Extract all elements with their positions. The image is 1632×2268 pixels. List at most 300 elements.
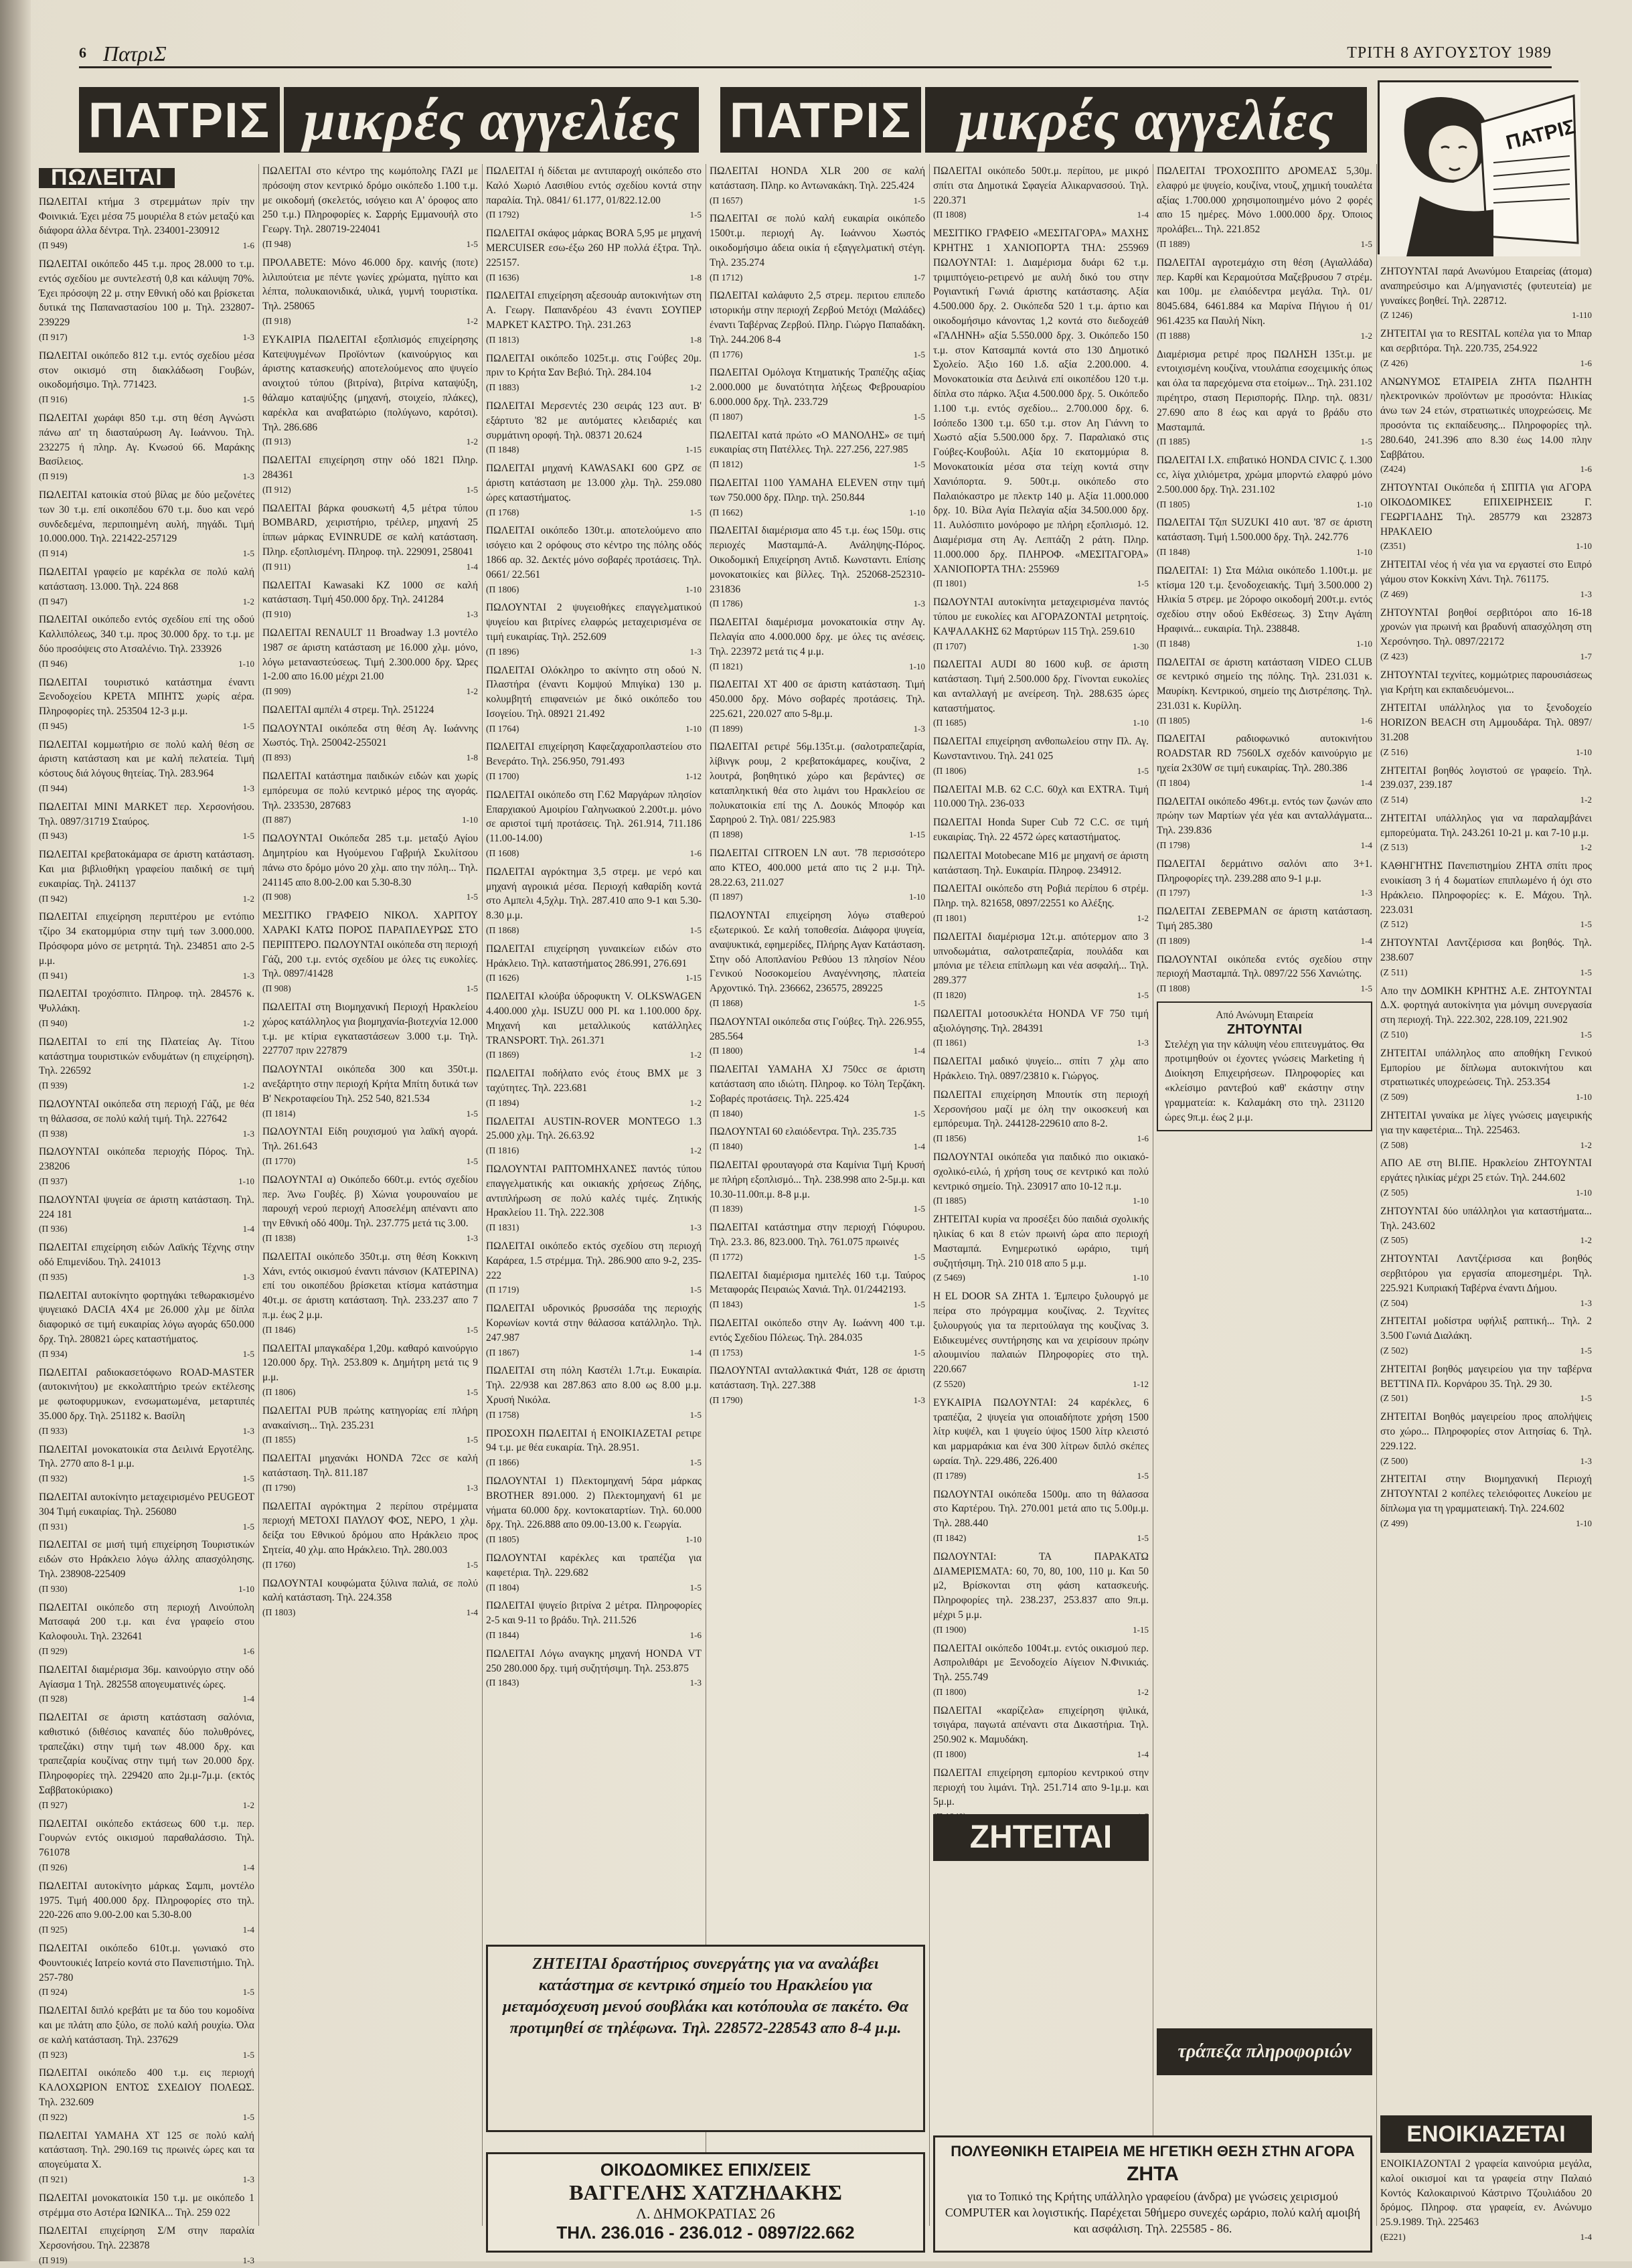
classified-ad-code: (Π 1883) xyxy=(486,382,519,393)
classified-ad-text: ΖΗΤΕΙΤΑΙ βοηθός λογιστού σε γραφείο. Τηλ. 239.037, 239.187 xyxy=(1380,764,1592,791)
classified-ad-code-row xyxy=(1380,1186,1592,1200)
classified-ad-code: (Π 1626) xyxy=(486,973,519,983)
classified-ad-text: ΠΩΛΕΙΤΑΙ αγρόκτημα 3,5 στρεμ. με νερό και μηχανή αγροικιά μέσα. Περιοχή καθαρίδη κοντά στο Αμπελι 4,5χλμ. Τηλ. 287.410 απο 9-1 και 5.30-8.30 μ.μ. xyxy=(486,866,702,922)
classified-ad xyxy=(39,847,254,906)
classified-ad-text: ΠΩΛΕΙΤΑΙ ψυγείο βιτρίνα 2 μέτρα. Πληροφορίες 2-5 και 9-11 το βράδυ. Τηλ. 211.526 xyxy=(486,1600,702,1627)
classified-ad-text: ΖΗΤΟΥΝΤΑΙ Λαντζέρισσα και βοηθός σερβιτόρου για εργασία απομεσημέρι. Τηλ. 225.921 Κυπριακή Ταβέρνα έναντι Δήμου. xyxy=(1380,1253,1592,1294)
classified-ad-code-row xyxy=(39,969,254,983)
classified-ad-run-count: 1-5 xyxy=(242,1521,254,1532)
classified-ad-text: ΠΩΛΕΙΤΑΙ επιχείρηση στην οδό 1821 Πληρ. 284361 xyxy=(262,455,478,481)
classified-ad-run-count: 1-5 xyxy=(689,1285,702,1295)
classified-ad-code: (Π 947) xyxy=(39,596,68,606)
classifieds-column-1 xyxy=(39,164,254,2265)
classified-ad xyxy=(933,1289,1149,1392)
classified-ad-run-count: 1-5 xyxy=(242,394,254,405)
classified-ad-code: (Z 516) xyxy=(1380,746,1408,757)
classified-ad-run-count: 1-2 xyxy=(242,893,254,904)
classified-ad-text: ΠΩΛΟΥΝΤΑΙ οικόπεδα στις Γούβες. Τηλ. 226.955, 285.564 xyxy=(710,1016,925,1042)
classified-ad-run-count: 1-5 xyxy=(466,1386,478,1397)
classified-ad xyxy=(1380,1204,1592,1248)
classified-ad-code-row xyxy=(933,1469,1149,1483)
classified-ad-code: (Π 1846) xyxy=(262,1324,296,1335)
classified-ad xyxy=(486,865,702,938)
classified-ad xyxy=(1380,701,1592,759)
classified-ad-code-row xyxy=(486,208,702,222)
classified-ad-text: ΠΩΛΟΥΝΤΑΙ Οικόπεδα 285 τ.μ. μεταξύ Αγίου Δημητρίου και Ηγούμενου Γαβριήλ Σκυλίτσου πάνω στο δρόμο μόνο 20 χλμ. απο την πόλη... Τηλ. 241145 απο 8.00-2.00 και 5.30-8.30 xyxy=(262,833,478,888)
classified-ad-text: ΠΩΛΕΙΤΑΙ βάρκα φουσκωτή 4,5 μέτρα τύπου BOMBARD, χειριστήριο, τρέιλερ, μηχανή 25 ίππων μάρκας EVINRUDE σε καλή κατάσταση. Πληρ. εξοπλισμένη. Πληροφ. τηλ. 229091, 258041 xyxy=(262,502,478,558)
classified-ad-code-row xyxy=(710,1250,925,1265)
classified-ad-text: ΖΗΤΕΙΤΑΙ υπάλληλος για το ξενοδοχείο HORIZON BEACH στη Αμμουδάρα. Τηλ. 0897/ 31.208 xyxy=(1380,702,1592,743)
classified-ad xyxy=(486,1301,702,1360)
classified-ad-code-row xyxy=(710,996,925,1011)
classified-ad-text: ΠΩΛΕΙΤΑΙ φρουταγορά στα Καμίνια Τιμή Κρυσή με πλήρη εξοπλισμό... Τηλ. 238.998 απο 2-5μ.μ. και 10.30-11.00π.μ. 8-8 μ.μ. xyxy=(710,1159,925,1200)
classified-ad xyxy=(1157,564,1372,651)
classified-ad-text: ΠΩΛΕΙΤΑΙ οικόπεδο 812 τ.μ. εντός σχεδίου μέσα στον οικισμό στη διακλάδωση Γουβών, οικοδομήσιμο. Τηλ. 771423. xyxy=(39,349,254,391)
classified-ad-code: (Π 1700) xyxy=(486,771,519,782)
classified-ad-code: (Π 946) xyxy=(39,658,68,669)
classified-ad xyxy=(262,1451,478,1495)
classified-ad-text: ΠΩΛΕΙΤΑΙ MINI MARKET περ. Χερσονήσου. Τηλ. 0897/31719 Σταύρος. xyxy=(39,801,254,827)
classified-ad-code-row xyxy=(262,890,478,904)
classified-ad-text: ΠΩΛΕΙΤΑΙ οικόπεδο 1004τ.μ. εντός οικισμού περ. Ασπρολιθάρι με Ξενοδοχείο Αίγειον Ν.Φινικιάς. Τηλ. 255.749 xyxy=(933,1642,1149,1684)
classified-ad-code: (Π 945) xyxy=(39,720,68,731)
classified-ad-code: (Π 908) xyxy=(262,983,291,994)
classified-ad-text: ΠΩΛΕΙΤΑΙ ΖΕΒΕΡΜΑΝ σε άριστη κατάσταση. Τιμή 285.380 xyxy=(1157,906,1372,933)
classified-ad-code: (Z 469) xyxy=(1380,588,1408,599)
classified-ad-text: ΠΩΛΕΙΤΑΙ ΥΑΜΑΗΑ XJ 750cc σε άριστη κατάσταση απο ιδιώτη. Πληροφ. κο Τόλη Τερζάκη. Σοβαρές προτάσεις. Τηλ. 225.424 xyxy=(710,1064,925,1105)
classified-ad xyxy=(1380,859,1592,932)
classified-ad-code: (Π 941) xyxy=(39,970,68,981)
classified-ad-code-row xyxy=(262,1558,478,1572)
classified-ad-run-count: 1-12 xyxy=(685,771,702,782)
classified-ad-code: (Π 1712) xyxy=(710,272,743,282)
classified-ad-run-count: 1-2 xyxy=(1137,1686,1149,1697)
classified-ad-code-row xyxy=(262,1107,478,1121)
classified-ad-code: (Z 5469) xyxy=(933,1273,965,1283)
classified-ad xyxy=(486,1551,702,1595)
masthead-subtitle-right xyxy=(925,87,1367,153)
classified-ad-code-row xyxy=(933,1623,1149,1637)
classified-ad-code-row xyxy=(933,1036,1149,1050)
classified-ad-text: Διαμέρισμα ρετιρέ προς ΠΩΛΗΣΗ 135τ.μ. με εντοιχισμένη κουζίνα, ντουλάπια εσοχειμικής όπως και όλα τα παρεχόμενα στα ετοίμων... Τηλ. 231.102 πιρέητρο, σταση Περισπορής. Πληρ. τηλ. 0831/ 27.690 απο 8 έως και αργά το βράδυ στο Μασταμπά. xyxy=(1157,348,1372,433)
classified-ad xyxy=(933,1396,1149,1483)
classified-ad xyxy=(1380,327,1592,370)
classified-ad-run-count: 1-5 xyxy=(1137,990,1149,1001)
classified-ad-code-row xyxy=(1380,793,1592,807)
classified-ad-code: (Π 1800) xyxy=(933,1686,967,1697)
column-divider xyxy=(482,164,483,2226)
classified-ad-text: ΠΩΛΕΙΤΑΙ Μ.Β. 62 C.C. 60χλ και EXTRA. Τιμή 110.000 Τηλ. 236-033 xyxy=(933,783,1149,810)
classified-ad-run-count: 1-15 xyxy=(685,444,702,455)
classified-ad-code-row xyxy=(710,890,925,904)
classified-ad-code: (Π 1789) xyxy=(933,1470,967,1481)
classified-ad-code: (Π 1797) xyxy=(1157,888,1190,898)
classified-ad-text: ΠΩΛΕΙΤΑΙ AUSTIN-ROVER MONTEGO 1.3 25.000 χλμ. Τηλ. 26.63.92 xyxy=(486,1115,702,1142)
masthead-title-text: ΠΑΤΡΙΣ xyxy=(729,92,912,148)
classified-ad xyxy=(1157,515,1372,559)
classified-ad-code: (Π 1838) xyxy=(262,1232,296,1243)
classified-ad-run-count: 1-5 xyxy=(1137,1532,1149,1543)
classified-ad-code-row xyxy=(39,2172,254,2187)
classified-ad xyxy=(486,351,702,395)
classified-ad-code-row xyxy=(39,330,254,345)
classified-ad-text: ΠΩΛΕΙΤΑΙ οικόπεδο 400 τ.μ. εις περιοχή ΚΑΛΟΧΩΡΙΟΝ ΕΝΤΟΣ ΣΧΕΔΙΟΥ ΠΟΛΕΩΣ. Τηλ. 232.609 xyxy=(39,2067,254,2109)
classified-ad-run-count: 1-5 xyxy=(466,892,478,902)
classified-ad-code: (Π 1768) xyxy=(486,507,519,517)
ads-list xyxy=(710,164,925,1408)
classified-ad-code: (Π 944) xyxy=(39,783,68,794)
classified-ad-code-row xyxy=(39,546,254,561)
classified-ad-text: ΠΩΛΕΙΤΑΙ HONDA XLR 200 σε καλή κατάσταση. Πληρ. κο Αντωνακάκη. Τηλ. 225.424 xyxy=(710,165,925,191)
classified-ad-code: (Z 514) xyxy=(1380,795,1408,805)
classified-ad-code: (Π 893) xyxy=(262,752,291,763)
classified-ad-code-row xyxy=(39,1222,254,1236)
classified-ad xyxy=(486,523,702,596)
classified-ad xyxy=(1380,1156,1592,1200)
classified-ad xyxy=(39,1601,254,1659)
classified-ad-run-count: 1-3 xyxy=(242,331,254,342)
classified-ad-code: (Z 508) xyxy=(1380,1139,1408,1150)
classified-ad-run-count: 1-4 xyxy=(242,1694,254,1704)
classified-ad-code: (Π 1840) xyxy=(710,1108,743,1119)
classified-ad xyxy=(710,740,925,842)
classified-ad-text: ΠΡΟΣΟΧΗ ΠΩΛΕΙΤΑΙ ή ΕΝΟΙΚΙΑΖΕΤΑΙ ρετιρε 94 τ.μ. με θέα ευκαιρία. Τηλ. 28.951. xyxy=(486,1427,702,1454)
classified-ad-run-count: 1-5 xyxy=(242,1473,254,1484)
wanted-partner-text: ΖΗΤΕΙΤΑΙ δραστήριος συνεργάτης για να αναλάβει κατάστημα σε κεντρικό σημείο του Ηρακλείου για μεταμόσχευση μενού σουβλάκι και κοτόπουλα σε πακέτο. Θα προτιμηθεί σε τηλέφωνα. Τηλ. 228572-228543 απο 8-4 μ.μ. xyxy=(503,1955,908,2037)
classified-ad-text: ΠΩΛΕΙΤΑΙ CITROEN LN αυτ. '78 περισσότερο απο ΚΤΕΟ, 400.000 μετά απο τις 2 μ.μ. Τηλ. 28.22.63, 211.027 xyxy=(710,847,925,888)
classified-ad-code: (Π 1657) xyxy=(710,195,743,206)
firm-wanted-body: Στελέχη για την κάλυψη νέου επιτευγμάτος. Θα προτιμηθούν οι έχοντες γνώσεις Marketing ή Διοίκηση Επιχειρήσεων. Πληροφορίες και «κλείσιμο ραντεβού καθ' εκάστην στην γραμματεία: κ. Καλαμάκη στο τηλ. 231120 ώρες 9π.μ. έως 2 μ.μ. xyxy=(1165,1038,1364,1123)
classified-ad xyxy=(262,769,478,827)
classified-ad-run-count: 1-3 xyxy=(1580,1455,1592,1466)
classified-ad xyxy=(1380,1252,1592,1310)
classified-ad-run-count: 1-5 xyxy=(689,925,702,936)
classified-ad-code-row xyxy=(933,1377,1149,1392)
classified-ad-text: ΠΩΛΕΙΤΑΙ Ολόκληρο το ακίνητο στη οδού Ν. Πλαστήρα (έναντι Κομψού Μπιγίκα) 130 μ. κολυμβητή επιφανειών με δικό οικόπεδο του Ισογείου. Τηλ. 08921 21.492 xyxy=(486,664,702,720)
classified-ad-code: (Z 5520) xyxy=(933,1378,965,1389)
classified-ad-code: (Z 500) xyxy=(1380,1455,1408,1466)
classified-ad xyxy=(39,565,254,609)
classified-ad-text: ΖΗΤΕΙΤΑΙ στην Βιομηχανική Περιοχή ΖΗΤΟΥΝΤΑΙ 2 κοπέλες τελειόφοιτες Λυκείου με δίπλωμα για τη γραμματειακή. Τηλ. 224.602 xyxy=(1380,1473,1592,1514)
company-type: ΟΙΚΟΔΟΜΙΚΕΣ ΕΠΙΧ/ΣΕΙΣ xyxy=(600,2160,811,2180)
multinational-company-ad xyxy=(933,2135,1372,2253)
ads-list xyxy=(1157,164,1372,996)
classified-ad-text: ΠΩΛΕΙΤΑΙ κτήμα 3 στρεμμάτων πρίν την Φοινικιά. Έχει μέσα 75 μουριέλα 8 ετών μεταξύ και διάφορα άλλα δέντρα. Τηλ. 234001-230912 xyxy=(39,195,254,237)
classified-ad-code-row xyxy=(262,1481,478,1495)
classified-ad-run-count: 1-3 xyxy=(1137,1038,1149,1048)
classified-ad-code-row xyxy=(262,483,478,497)
classified-ad xyxy=(710,1158,925,1216)
section-heading-sell: ΠΩΛΕΙΤΑΙ xyxy=(39,168,175,188)
classified-ad-text: ΠΩΛΟΥΝΤΑΙ καρέκλες και τραπέζια για καφετέρια. Τηλ. 229.682 xyxy=(486,1552,702,1578)
classified-ad-run-count: 1-2 xyxy=(1580,1139,1592,1150)
classified-ad-code-row xyxy=(262,1231,478,1246)
classified-ad-text: ΠΩΛΕΙΤΑΙ αγρόκτημα 2 περίπου στρέμματα περιοχή ΜΕΤΟΧΙ ΠΑΥΛΟΥ ΦΟΣ, ΝΕΡΟ, 1 χλμ. δείξα του Εθνικού δρόμου απο Ηράκλειο προς Σητεία, 40 χλμ. απο Ηράκλειο. Τηλ. 280.003 xyxy=(262,1500,478,1556)
classified-ad-code: (Z424) xyxy=(1380,464,1406,475)
classified-ad-code-row xyxy=(39,1347,254,1362)
classified-ad-code: (Π 1866) xyxy=(486,1457,519,1468)
classified-ad-run-count: 1-4 xyxy=(1580,2231,1592,2242)
classified-ad-text: ΠΩΛΕΙΤΑΙ οικόπεδο στην Αγ. Ιωάννη 400 τ.μ. εντός Σχεδίου Πόλεως. Τηλ. 284.035 xyxy=(710,1317,925,1344)
classified-ad-code-row xyxy=(710,827,925,842)
classified-ad xyxy=(39,1538,254,1596)
classified-ad-text: ΠΩΛΕΙΤΑΙ οικόπεδο 445 τ.μ. προς 28.000 το τ.μ. εντός σχεδίου με συντελεστή 0,8 και κάλυψη 70%. Έχει πρόσοψη 22 μ. στην Εθνική οδό και βρίσκεται δυτικά της Παπαναστασίου 100 μ. Τηλ. 232807-239229 xyxy=(39,258,254,329)
classified-ad-run-count: 1-3 xyxy=(1360,888,1372,898)
company-address: Λ. ΔΗΜΟΚΡΑΤΙΑΣ 26 xyxy=(636,2205,775,2222)
classified-ad-code-row xyxy=(710,1139,925,1154)
classified-ad-text: ΠΩΛΕΙΤΑΙ ρετιρέ 56μ.135τ.μ. (σαλοτραπεζαρία, λίβινγκ ρουμ, 2 κρεβατοκάμαρες, κουζίνα, 2 λουτρά, βοηθητικό χώρο και βεράντες) σε καταπληκτική θέα στο λιμάνι του Ηρακλείου σε πολυκατοικία επί της Λ. Δουκός Μποφόρ και Σαρηρού 2. Τηλ. 081/ 225.983 xyxy=(710,741,925,826)
classified-ad-run-count: 1-3 xyxy=(242,1271,254,1282)
classified-ad-code: (Π 1790) xyxy=(262,1482,296,1493)
classified-ad xyxy=(39,1443,254,1486)
classified-ad-code-row xyxy=(39,1860,254,1875)
classified-ad-code: (Π 1798) xyxy=(1157,840,1190,851)
classified-ad-run-count: 1-5 xyxy=(242,548,254,559)
classified-ad xyxy=(39,738,254,796)
classified-ad-code-row xyxy=(486,582,702,597)
classified-ad xyxy=(262,1173,478,1246)
classified-ad-run-count: 1-2 xyxy=(466,315,478,326)
classified-ad xyxy=(39,1097,254,1141)
classified-ad-code: (Π 921) xyxy=(39,2174,68,2184)
wanted-partner-box xyxy=(486,1945,925,2132)
classified-ad-code: (Π 1861) xyxy=(933,1038,967,1048)
classified-ad xyxy=(486,600,702,659)
classified-ad-code-row xyxy=(39,1798,254,1813)
classified-ad xyxy=(39,613,254,671)
masthead-title-text: ΠΑΤΡΙΣ xyxy=(88,92,271,148)
classified-ad xyxy=(1380,764,1592,807)
classified-ad-code: (Z 423) xyxy=(1380,651,1408,661)
classified-ad-code: (Π 1843) xyxy=(486,1678,519,1688)
classified-ad xyxy=(39,1289,254,1362)
classified-ad-code-row xyxy=(39,469,254,484)
classified-ad-run-count: 1-10 xyxy=(1356,546,1372,557)
classifieds-column-2 xyxy=(262,164,478,2226)
classified-ad-run-count: 1-10 xyxy=(909,507,925,517)
classified-ad-text: ΠΩΛΕΙΤΑΙ Ι.Χ. επιβατικό HONDA CIVIC ζ. 1.300 cc, λίγα χιλιόμετρα, χρώμα μπορντώ ελαφρύ μόνο 2.500.000 δρχ. Τηλ. 231.102 xyxy=(1157,455,1372,495)
classified-ad xyxy=(933,734,1149,778)
classified-ad-text: ΠΩΛΕΙΤΑΙ μηχανή KAWASAKI 600 GPZ σε άριστη κατάσταση με 13.000 χλμ. Τηλ. 259.080 ώρες καταστήματος. xyxy=(486,463,702,503)
classified-ad-run-count: 1-8 xyxy=(466,752,478,763)
classified-ad xyxy=(39,195,254,253)
classified-ad-run-count: 1-10 xyxy=(238,658,254,669)
classified-ad-code: (Π 911) xyxy=(262,561,291,572)
classified-ad-text: ΠΩΛΕΙΤΑΙ «καρίζελα» επιχείρηση ψιλικά, τσιγάρα, παγωτά απέναντι στα Δικαστήρια. Τηλ. 250.902 κ. Μαμυδάκη. xyxy=(933,1704,1149,1746)
classified-ad-text: ΠΩΛΟΥΝΤΑΙ οικόπεδα στη περιοχή Γάζι, με θέα τη θάλασσα, σε πολύ καλή τιμή. Τηλ. 227642 xyxy=(39,1099,254,1125)
classified-ad xyxy=(486,942,702,985)
classified-ad-run-count: 1-10 xyxy=(1133,1273,1149,1283)
classified-ad-code: (Π 1856) xyxy=(933,1133,967,1144)
classified-ad-text: ΠΩΛΕΙΤΑΙ στη Βιομηχανική Περιοχή Ηρακλείου χώρος κατάλληλος για βιομηχανία-βιοτεχνία 12.000 τ.μ. με κτίρια εγκαταστάσεων 3.000 τ.μ. Τηλ. 227707 πριν 227879 xyxy=(262,1001,478,1057)
classified-ad-code: (Π 929) xyxy=(39,1645,68,1656)
classified-ad xyxy=(262,1576,478,1620)
classified-ad xyxy=(1380,811,1592,855)
classified-ad xyxy=(710,164,925,208)
classified-ad-run-count: 1-5 xyxy=(242,2049,254,2060)
classified-ad-code: (Π 940) xyxy=(39,1018,68,1029)
column-divider xyxy=(258,164,259,2226)
classified-ad-text: ΚΑΘΗΓΗΤΗΣ Πανεπιστημίου ΖΗΤΑ σπίτι προς ενοικίαση 3 ή 4 δωματίων επιπλωμένο ή όχι στο Ηράκλειο. Πληροφορίες: κ. Ε. Μάχου. Τηλ. 223.031 xyxy=(1380,860,1592,916)
classified-ad-code-row xyxy=(710,722,925,736)
classified-ad xyxy=(1380,1314,1592,1358)
classifieds-column-4 xyxy=(710,164,925,1938)
classified-ad-text: ΖΗΤΟΥΝΤΑΙ βοηθοί σερβιτόροι απο 16-18 χρονών για πρωινή και βραδυνή απασχόληση στη Χερσόνησο. Τηλ. 0897/22172 xyxy=(1380,606,1592,648)
classified-ad-code-row xyxy=(710,1044,925,1058)
classified-ad-code: (Π 1888) xyxy=(1157,330,1190,341)
classified-ad-text: ΠΩΛΕΙΤΑΙ ΤΡΟΧΟΣΠΙΤΟ ΔΡΟΜΕΑΣ 5,30μ. ελαφρύ με ψυγείο, κουζίνα, ντουζ, χημική τουαλέτα αξίας 1.700.000 χρησιμοποιημένο μόνο 2 φορές απο 15 ημέρες. Μόνο 1.000.000 δρχ. Όποιος προλάβει... Τηλ. 221.852 xyxy=(1157,165,1372,236)
company-headline: ΠΟΛΥΕΘΝΙΚΗ ΕΤΑΙΡΕΙΑ ΜΕ ΗΓΕΤΙΚΗ ΘΕΣΗ ΣΤΗΝ ΑΓΟΡΑ xyxy=(951,2143,1355,2160)
classified-ad xyxy=(933,1641,1149,1700)
classified-ad-text: ΠΩΛΕΙΤΑΙ διαμέρισμα ημιτελές 160 τ.μ. Ταύρος Μεταφοράς Πειραιώς Χανιά. Τηλ. 01/2442193. xyxy=(710,1269,925,1296)
classified-ad-code-row xyxy=(486,1048,702,1062)
classified-ad-code-row xyxy=(486,1283,702,1297)
classified-ad xyxy=(1380,936,1592,979)
classified-ad-text: ΠΩΛΕΙΤΑΙ επιχείρηση εμπορίου κεντρικού στην περιοχή του λιμάνι. Τηλ. 251.714 απο 9-1μ.μ. και 5μ.μ. xyxy=(933,1767,1149,1808)
classified-ad-text: ΠΩΛΕΙΤΑΙ διαμέρισμα μονοκατοικία στην Αγ. Πελαγία απο 4.000.000 δρχ. με όλες τις ανέσεις. Τηλ. 223972 μετά τις 4 μ.μ. xyxy=(710,617,925,657)
classified-ad-code-row xyxy=(262,607,478,622)
classified-ad xyxy=(933,1550,1149,1637)
classified-ad xyxy=(39,1710,254,1813)
classified-ad-code: (Π 923) xyxy=(39,2049,68,2060)
classified-ad-code-row xyxy=(710,659,925,674)
classified-ad-text: ΖΗΤΕΙΤΑΙ υπάλληλος για να παραλαμβάνει εμπορεύματα. Τηλ. 243.261 10-21 μ. και 7-10 μ.μ. xyxy=(1380,812,1592,839)
classified-ad-run-count: 1-10 xyxy=(1133,718,1149,728)
classified-ad-code: (Π 1896) xyxy=(486,646,519,657)
classified-ad-text: ΠΩΛΕΙΤΑΙ επιχείρηση Mπουτίκ στη περιοχή Χερσονήσου μαζί με όλη την οικοσκευή και εμπόρευμα. Τηλ. 244128-229610 απο 8-2. xyxy=(933,1088,1149,1130)
classified-ad-text: ΠΩΛΕΙΤΑΙ οικόπεδο 500τ.μ. περίπου, με μικρό σπίτι στα Δημοτικά Σφαγεία Αλικαρνασσού. Τηλ. 220.371 xyxy=(933,165,1149,206)
classified-ad-text: ΠΩΛΟΥΝΤΑΙ 60 ελαιόδεντρα. Τηλ. 235.735 xyxy=(710,1126,897,1138)
classified-ad xyxy=(486,989,702,1062)
classified-ad xyxy=(39,411,254,484)
classified-ad-code: (Π 1758) xyxy=(486,1409,519,1420)
classified-ad-code-row xyxy=(1380,649,1592,664)
classified-ad-text: ΖΗΤΟΥΝΤΑΙ παρά Ανωνύμου Εταιρείας (άτομα) αναπηρεύσιμο και Α/μηγανιστές (φυτευτεία) με γυναίκες βοηθεί. Τηλ. 228712. xyxy=(1380,266,1592,307)
classified-ad-code-row xyxy=(1380,356,1592,371)
classified-ad-run-count: 1-8 xyxy=(689,272,702,282)
classified-ad xyxy=(262,1062,478,1121)
classified-ad-code: (Π 924) xyxy=(39,1987,68,1998)
classified-ad-code: (Π 1805) xyxy=(1157,499,1190,509)
classified-ad-text: ΠΡΟΛΑΒΕΤΕ: Μόνο 46.000 δρχ. καινής (ποτε) λιλιπούτεια με πέντε γωνίες χρώματα, ηγίπτο και λέπτα, πολυκαιονιδικά, υλικά, γυμνή τουριστίκα. Τηλ. 258065 xyxy=(262,256,478,313)
classified-ad-code-row xyxy=(39,1127,254,1141)
classified-ad-text: ΖΗΤΕΙΤΑΙ κυρία να προσέξει δύο παιδιά σχολικής ηλικίας 6 και 8 ετών πρωινή ώρα απο περιοχή Μασταμπά. Ενημερωτικό ωράριο, τιμή συζητήσιμη. Τηλ. 210 018 απο 5 μ.μ. xyxy=(933,1214,1149,1269)
classified-ad-run-count: 1-110 xyxy=(1572,310,1592,321)
classified-ad-code-row xyxy=(1380,1516,1592,1531)
classified-ad-code: (Π 1800) xyxy=(933,1749,967,1760)
classified-ad-run-count: 1-8 xyxy=(689,334,702,345)
classified-ad xyxy=(262,1404,478,1447)
classified-ad-code-row xyxy=(710,1393,925,1408)
classified-ad xyxy=(933,1054,1149,1084)
classified-ad-run-count: 1-2 xyxy=(466,436,478,447)
classified-ad-text: ΕΥΚΑΙΡΙΑ ΠΩΛΕΙΤΑΙ εξοπλισμός επιχείρησης Κατεψυγμένων Προϊόντων (καινούργιος και άριστης κατασκευής) αποτελούμενος απο ψυγείο ανοιχτού τύπου (βιτρίνα), βιτρίνα καταψύξη, θάλαμο καταψύξης (μηχανή, στοιχείο, πλάκες), καρέκλα και αναβατώριο (πολύγωνο, καρότσι). Τηλ. 286.686 xyxy=(262,333,478,433)
classified-ad-code: (Π 1719) xyxy=(486,1285,519,1295)
classified-ad-code-row xyxy=(39,1174,254,1189)
classified-ad-run-count: 1-5 xyxy=(242,1348,254,1359)
classified-ad-text: ΑΝΩΝΥΜΟΣ ΕΤΑΙΡΕΙΑ ΖΗΤΑ ΠΩΛΗΤΗ ηλεκτρονικών προϊόντων με προσόντα: Ηλικίας άνω των 24 ετών, στρατιωτικές υποχρεώσεις. Με προσόντα τις εκπαίδευσης... Πληροφορίες τηλ. 280.640, 241.396 απο 8.30 έως 14.00 πλην Σαββάτου. xyxy=(1380,376,1592,461)
classified-ad-text: ΖΗΤΟΥΝΤΑΙ τεχνίτες, κομμώτριες παρουσιάσεως για Κρήτη και εκπαιδευόμενοι... xyxy=(1380,669,1592,696)
classified-ad-code-row xyxy=(486,1346,702,1360)
classified-ad-code-row xyxy=(486,1408,702,1423)
classified-ad-text: ΠΩΛΕΙΤΑΙ επιχείρηση γυναικείων ειδών στο Ηράκλειο. Τηλ. καταστήματος 286.991, 276.691 xyxy=(486,943,702,969)
classified-ad-text: ΠΩΛΕΙΤΑΙ μοτοσυκλέτα HONDA VF 750 τιμή αξιολόγησης. Τηλ. 284391 xyxy=(933,1007,1149,1034)
classified-ad-code-row xyxy=(933,1685,1149,1700)
classified-ad-text: ΠΩΛΕΙΤΑΙ Λόγω αναγκης μηχανή HONDA VT 250 280.000 δρχ. τιμή συζητήσιμη. Τηλ. 253.875 xyxy=(486,1647,702,1674)
classified-ad-code-row xyxy=(486,971,702,985)
firm-wanted-box xyxy=(1157,1001,1372,1131)
classified-ad-code-row xyxy=(39,1016,254,1031)
classified-ad xyxy=(1157,857,1372,900)
classified-ad-run-count: 1-5 xyxy=(689,1457,702,1468)
classified-ad-code-row xyxy=(39,1520,254,1534)
classified-ad-text: ΠΩΛΕΙΤΑΙ καλάφυτο 2,5 στρεμ. περιτου επιπεδο ιστορικήμ στην περιοχή Ζερβού Μετόχι (Μαλάδες) έναντι Ταβέρνας Ζερβού. Πληρ. Γιώργο Παπαδάκη. Τηλ. 244.206 8-4 xyxy=(710,290,925,345)
classified-ad xyxy=(1380,606,1592,664)
classified-ad-run-count: 1-2 xyxy=(1137,913,1149,924)
classified-ad-text: ΠΩΛΟΥΝΤΑΙ επιχείρηση λόγω σταθερού εξωτερικού. Σε καλή τοποθεσία. Διάφορα ψυγεία, αναψυκτικά, εφημερίδες, Πλήρης Αγαν Κατάσταση. Στην οδό Αποπλανίου Ρεθύου 13 πλησίον Νέου Γενικού Νοσοκομείου Αναγέννησης, πλατεία Αρχοντικό. Τηλ. 236662, 236575, 289225 xyxy=(710,910,925,995)
classified-ad-code-row xyxy=(1157,886,1372,900)
classified-ad-code: (Π 930) xyxy=(39,1583,68,1594)
classified-ad-code: (Π 1760) xyxy=(262,1559,296,1570)
classified-ad-code-row xyxy=(39,2253,254,2268)
classified-ad-code: (Π 1831) xyxy=(486,1222,519,1233)
classified-ad-code-row xyxy=(710,1346,925,1360)
classified-ad-code: (Π 1786) xyxy=(710,598,743,609)
classified-ad-run-count: 1-3 xyxy=(913,598,925,609)
classified-ad xyxy=(1157,904,1372,948)
section-heading-rent: ΕΝΟΙΚΙΑΖΕΤΑΙ xyxy=(1380,2115,1592,2153)
classified-ad-text: ΠΩΛΕΙΤΑΙ επιχείρηση ανθοπωλείου στην Πλ. Αγ. Κωνσταντινου. Τηλ. 241 025 xyxy=(933,736,1149,762)
classified-ad-code: (Π 1805) xyxy=(1157,715,1190,726)
classified-ad-code-row xyxy=(39,719,254,734)
rent-ads-list xyxy=(1380,2157,1592,2257)
classified-ad xyxy=(933,164,1149,222)
classified-ad-code: (Π 1809) xyxy=(1157,935,1190,946)
classified-ad-code-row xyxy=(710,1297,925,1312)
classified-ad-code: (Π 1685) xyxy=(933,718,967,728)
classified-ad xyxy=(262,1500,478,1572)
classified-ad-run-count: 1-5 xyxy=(913,1347,925,1358)
classified-ad-code: (Π 1776) xyxy=(710,349,743,359)
classified-ad-text: ΠΩΛΕΙΤΑΙ οικόπεδο 496τ.μ. εντός των ζωνών απο πρώην των Μαρτίων γέα γέα και ανταλλάγματα... Τηλ. 239.836 xyxy=(1157,795,1372,837)
classified-ad xyxy=(486,399,702,457)
classified-ad-code-row xyxy=(710,347,925,362)
classified-ad-text: ΠΩΛΕΙΤΑΙ οικόπεδο εκτάσεως 600 τ.μ. περ. Γουρνών εντός οικισμού παραθαλάσσιο. Τηλ. 761078 xyxy=(39,1817,254,1859)
classified-ad-code-row xyxy=(486,645,702,659)
classified-ad-code: (Π 1868) xyxy=(486,925,519,936)
classified-ad xyxy=(710,615,925,673)
classified-ad-code: (Π 1843) xyxy=(710,1299,743,1310)
classified-ad xyxy=(486,1364,702,1422)
classified-ad xyxy=(933,1487,1149,1546)
classified-ad-text: ΠΩΛΕΙΤΑΙ διαμέρισμα απο 45 τ.μ. έως 150μ. στις περιοχές Μασταμπά-Α. Ανάληψης-Πόρος. Οικοδομική Επιχείρηση Αντιδ. Κωνσταντι. Επίσης μονοκατοικίες και βίλλες. Τηλ. 252068-252310-231836 xyxy=(710,525,925,595)
classified-ad-run-count: 1-4 xyxy=(913,1141,925,1152)
classified-ad-code-row xyxy=(933,764,1149,779)
classified-ad-run-count: 1-5 xyxy=(466,238,478,249)
classified-ad-code: (Z 1246) xyxy=(1380,310,1412,321)
classified-ad-run-count: 1-2 xyxy=(689,382,702,393)
classified-ad-text: ΕΝΟΙΚΙΑΖΟΝΤΑΙ 2 γραφεία καινούρια μεγάλα, καλοί οικισμοί και τα γραφεία στην Παλαιό Κοντός Καλοκαιρινού Κάστρινο Τζουλιάδου 20 δρόμος. Πληροφ. στα γραφεία, εν. Ανώνυμο 25.9.1989. Τηλ. 225463 xyxy=(1380,2158,1592,2229)
classified-ad-code: (Z 504) xyxy=(1380,1297,1408,1308)
classified-ad-run-count: 1-3 xyxy=(466,1232,478,1243)
classified-ad-code: (Π 942) xyxy=(39,893,68,904)
classified-ad-run-count: 1-3 xyxy=(689,1222,702,1233)
classified-ad-code: (Π 1636) xyxy=(486,272,519,282)
classified-ad-code: (Π 919) xyxy=(39,471,68,482)
classified-ad-code-row xyxy=(1157,776,1372,791)
classified-ad-code: (Π 1839) xyxy=(710,1204,743,1214)
classified-ad-text: ΠΩΛΟΥΝΤΑΙ οικόπεδα 1500μ. απο τη θάλασσα στο Καρτέρου. Τηλ. 270.001 μετά απο τις 5.00μ.μ. Τηλ. 288.440 xyxy=(933,1488,1149,1530)
